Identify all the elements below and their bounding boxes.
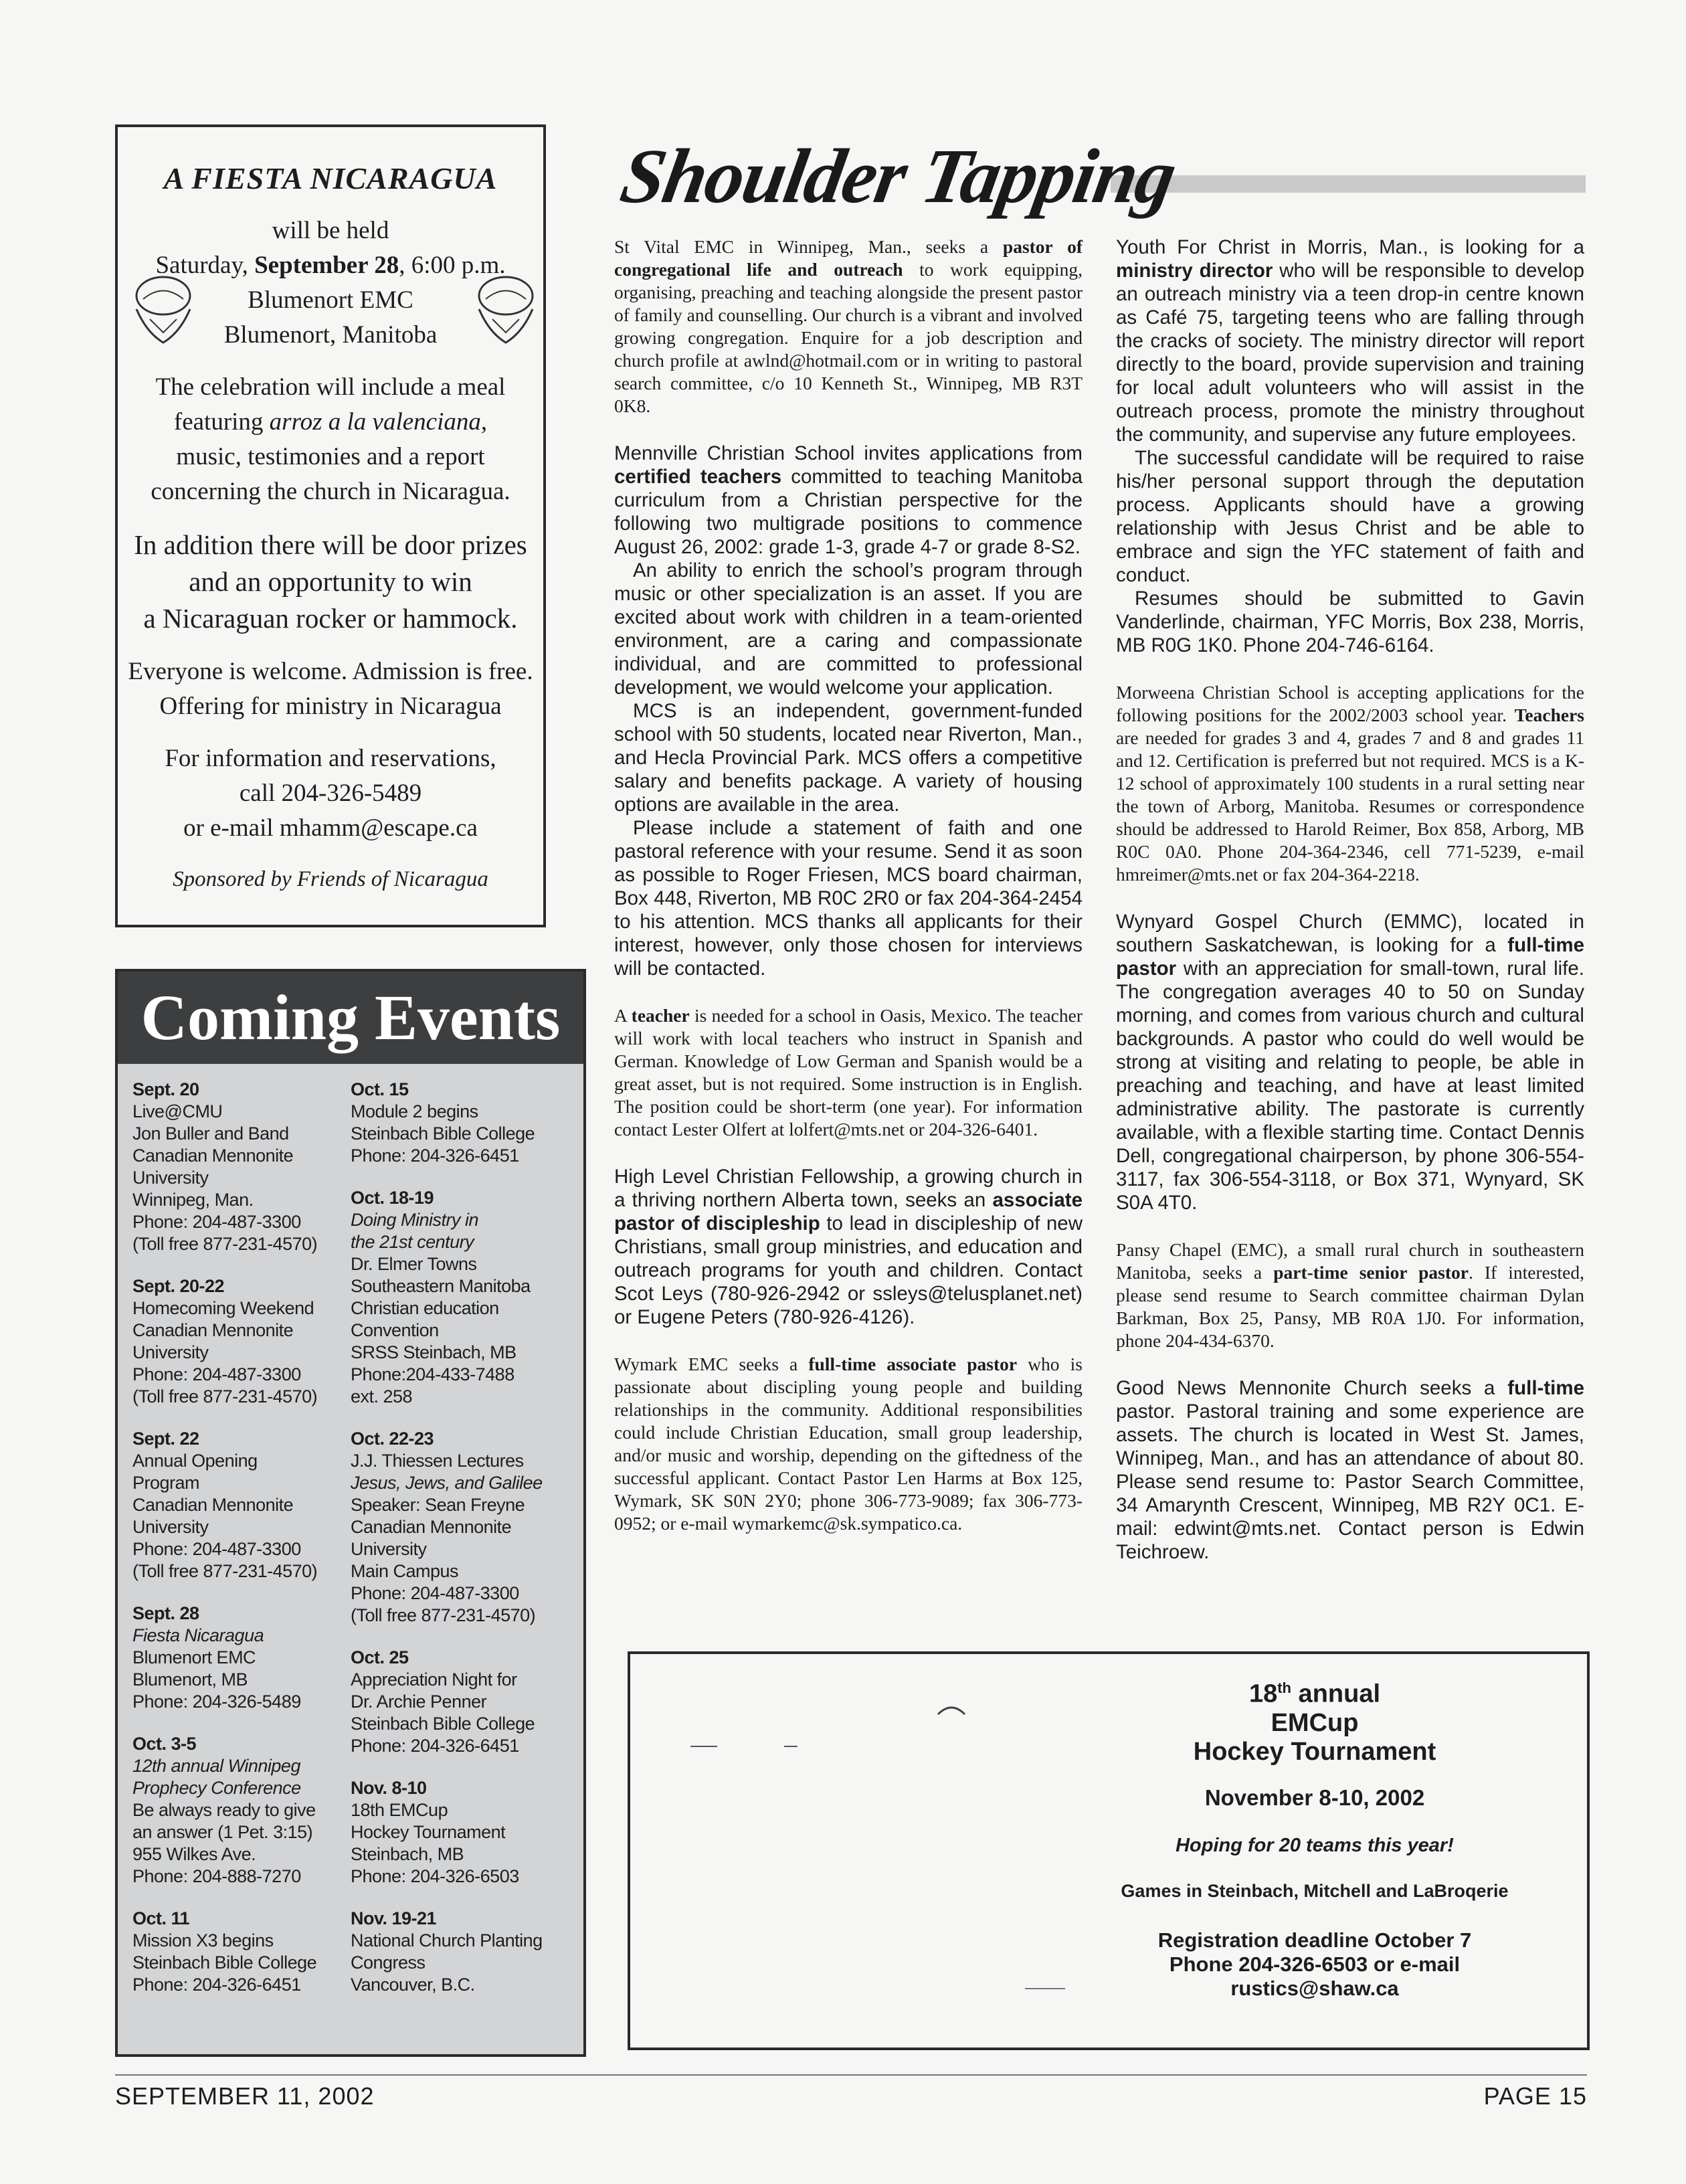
event-line: ext. 258: [351, 1386, 413, 1406]
event-line: Doing Ministry in: [351, 1210, 479, 1230]
event-line: Live@CMU: [132, 1101, 223, 1121]
event-item: [351, 1777, 578, 1888]
event-item: [132, 1079, 353, 1255]
fiesta-door-3: a Nicaraguan rocker or hammock.: [143, 603, 518, 634]
event-line: Mission X3 begins: [132, 1930, 274, 1950]
event-date: Sept. 28: [132, 1603, 199, 1623]
event-item: [351, 1428, 578, 1627]
ad-hockey-tournament: Hockey Tournament: [1193, 1737, 1436, 1766]
fiesta-meal-2: featuring arroz a la valenciana,: [173, 408, 488, 436]
event-line: Be always ready to give: [132, 1800, 316, 1820]
event-line: (Toll free 877-231-4570): [132, 1561, 318, 1581]
event-date: Oct. 3-5: [132, 1734, 197, 1754]
event-line: Steinbach, MB: [351, 1844, 464, 1864]
event-line: Blumenort, MB: [132, 1669, 248, 1690]
column-middle: [614, 236, 1083, 1535]
ad-emcup: EMCup: [1271, 1708, 1359, 1737]
coming-events-box: [115, 969, 586, 2057]
event-date: Nov. 8-10: [351, 1778, 427, 1798]
event-line: an answer (1 Pet. 3:15): [132, 1822, 313, 1842]
fiesta-door-2: and an opportunity to win: [189, 566, 472, 597]
event-line: Phone:204-433-7488: [351, 1364, 514, 1384]
fiesta-church: Blumenort EMC: [248, 286, 413, 314]
event-line: Homecoming Weekend: [132, 1298, 314, 1318]
event-line: Phone: 204-326-6451: [351, 1736, 519, 1756]
fiesta-held: will be held: [272, 217, 389, 244]
event-line: Dr. Elmer Towns: [351, 1254, 477, 1274]
ad-st-vital: St Vital EMC in Winnipeg, Man., seeks a pastor of congregational life and outreach to work equipping, organising, preaching and teaching alongside the present pastor of family and counselling. Our church is a vibrant and involved growing congregation. Enquire for a job description and church profile at awlnd@hotmail.com or in writing to pastoral search committee, c/o 10 Kenneth St., Winnipeg, MB R3T 0K8.: [614, 236, 1083, 416]
event-date: Oct. 25: [351, 1647, 409, 1667]
ad-hope: Hoping for 20 teams this year!: [1176, 1834, 1454, 1856]
event-line: Southeastern Manitoba: [351, 1276, 531, 1296]
event-line: Jon Buller and Band: [132, 1123, 289, 1144]
event-line: SRSS Steinbach, MB: [351, 1342, 517, 1362]
event-line: National Church Planting: [351, 1930, 543, 1950]
event-line: the 21st century: [351, 1232, 474, 1252]
event-line: (Toll free 877-231-4570): [132, 1234, 318, 1254]
event-line: Steinbach Bible College: [351, 1714, 535, 1734]
event-date: Sept. 20: [132, 1079, 199, 1099]
fiesta-door-1: In addition there will be door prizes: [134, 529, 527, 560]
ad-games: Games in Steinbach, Mitchell and LaBroqerie: [1121, 1880, 1509, 1901]
fiesta-meal-1: The celebration will include a meal: [155, 373, 506, 401]
ad-mennville-3: MCS is an independent, government-funded school with 50 students, located near Riverton, Man., and Hecla Provincial Park. MCS offers a competitive salary and benefits package. A variety of housing options are available in the area.: [614, 700, 1083, 816]
hockey-logo-icon: [650, 1694, 1079, 2002]
event-line: Program: [132, 1473, 200, 1493]
event-date: Oct. 22-23: [351, 1429, 434, 1449]
event-line: University: [132, 1517, 209, 1537]
event-date: Oct. 15: [351, 1079, 409, 1099]
ad-wynyard: Wynyard Gospel Church (EMMC), located in southern Saskatchewan, is looking for a full-time pastor with an appreciation for small-town, rural life. The congregation averages 40 to 50 on Sunday morning, and comes from various church and cultural backgrounds. A pastor who could do well would be strong at visiting and relating to people, be able in preaching and teaching, and have at least limited administrative ability. The pastorate is currently available, with a flexible starting time. Contact Dennis Dell, congregational chairperson, by phone 306-554-3117, fax 306-554-3118, or Box 371, Wynyard, SK S0A 4T0.: [1116, 911, 1584, 1214]
event-line: 12th annual Winnipeg: [132, 1756, 300, 1776]
event-line: Canadian Mennonite: [132, 1495, 294, 1515]
event-line: Phone: 204-888-7270: [132, 1866, 301, 1886]
ad-yfc-2: The successful candidate will be required to raise his/her personal support through the deputation process. Applicants should have a growing relationship with Jesus Christ and be able to embrace and sign the YFC statement of faith and conduct.: [1116, 447, 1584, 586]
event-line: Phone: 204-487-3300: [132, 1364, 301, 1384]
ad-yfc-1: Youth For Christ in Morris, Man., is looking for a ministry director who will be responsible to develop an outreach ministry via a teen drop-in centre known as Café 75, targeting teens who are falling through the cracks of society. The ministry director will report directly to the board, provide supervision and training for local adult volunteers who will assist in the outreach process, promote the ministry throughout the community, and supervise any future employees.: [1116, 236, 1584, 446]
fiesta-sponsor: Sponsored by Friends of Nicaragua: [173, 867, 488, 891]
ad-registration: Registration deadline October 7: [1157, 1928, 1472, 1952]
event-line: Phone: 204-487-3300: [132, 1212, 301, 1232]
fiesta-place: Blumenort, Manitoba: [223, 321, 438, 349]
event-line: Canadian Mennonite: [132, 1146, 294, 1166]
event-line: Phone: 204-326-6451: [351, 1146, 519, 1166]
event-line: Speaker: Sean Freyne: [351, 1495, 525, 1515]
event-date: Oct. 11: [132, 1908, 190, 1928]
event-line: Phone: 204-487-3300: [132, 1539, 301, 1559]
ad-email: rustics@shaw.ca: [1230, 1976, 1399, 2000]
column-right: [1116, 236, 1584, 1564]
ad-mennville-4: Please include a statement of faith and one pastoral reference with your resume. Send it as soon as possible to Roger Friesen, MCS board chairman, Box 448, Riverton, MB R0C 2R0 or fax 204-364-2454 to his attention. MCS thanks all applicants for their interest, however, only those chosen for interviews will be contacted.: [614, 817, 1083, 980]
event-line: Fiesta Nicaragua: [132, 1625, 264, 1645]
event-item: [132, 1908, 353, 1996]
event-line: 955 Wilkes Ave.: [132, 1844, 256, 1864]
event-item: [132, 1428, 353, 1582]
event-line: Prophecy Conference: [132, 1778, 301, 1798]
event-line: 18th EMCup: [351, 1800, 448, 1820]
ad-pansy: Pansy Chapel (EMC), a small rural church in southeastern Manitoba, seeks a part-time senior pastor. If interested, please send resume to Search committee chairman Dylan Barkman, Box 25, Pansy, MB R0A 1J0. For information, phone 204-434-6370.: [1116, 1239, 1585, 1351]
fiesta-nicaragua-box: [115, 124, 546, 927]
ad-annual: 18th annual: [1248, 1679, 1381, 1708]
event-line: J.J. Thiessen Lectures: [351, 1451, 524, 1471]
ad-good-news: Good News Mennonite Church seeks a full-time pastor. Pastoral training and some experience are assets. The church is located in West St. James, Winnipeg, Man., and has an attendance of about 80. Please send resume to: Pastor Search Committee, 34 Amarynth Crescent, Winnipeg, MB R2Y 0C1. E-mail: edwint@mts.net. Contact person is Edwin Teichroew.: [1116, 1377, 1584, 1563]
fiesta-title: A FIESTA NICARAGUA: [163, 161, 498, 195]
event-line: Phone: 204-487-3300: [351, 1583, 519, 1603]
event-item: [132, 1733, 353, 1888]
event-line: Congress: [351, 1952, 426, 1973]
ad-wymark: Wymark EMC seeks a full-time associate pastor who is passionate about discipling young people and building relationships in the community. Additional responsibilities could include Christian Education, small group leadership, and/or music and worship, depending on the giftedness of the successful applicant. Contact Pastor Len Harms at Box 125, Wymark, SK S0N 2Y0; phone 306-773-9089; fax 306-773-0952; or e-mail wymarkemc@sk.sympatico.ca.: [614, 1354, 1083, 1534]
footer-page-number: PAGE 15: [1483, 2082, 1587, 2110]
fiesta-meal-4: concerning the church in Nicaragua.: [151, 478, 510, 505]
event-item: [351, 1908, 578, 1996]
event-line: Jesus, Jews, and Galilee: [351, 1473, 543, 1493]
ad-yfc-3: Resumes should be submitted to Gavin Vanderlinde, chairman, YFC Morris, Box 238, Morris, MB R0G 1K0. Phone 204-746-6164.: [1116, 587, 1584, 656]
event-item: [132, 1603, 353, 1713]
nicaragua-crest-right-icon: [472, 269, 539, 353]
event-line: Appreciation Night for: [351, 1669, 517, 1690]
event-line: Christian education: [351, 1298, 499, 1318]
fiesta-info-3: or e-mail mhamm@escape.ca: [183, 814, 478, 842]
event-date: Sept. 20-22: [132, 1276, 225, 1296]
ad-mennville-1: Mennville Christian School invites applications from certified teachers committed to teaching Manitoba curriculum from a Christian perspective for the following two multigrade positions to commence August 26, 2002: grade 1-3, grade 4-7 or grade 8-S2.: [614, 442, 1083, 558]
event-line: University: [132, 1342, 209, 1362]
event-line: Phone: 204-326-6503: [351, 1866, 519, 1886]
fiesta-welcome-2: Offering for ministry in Nicaragua: [159, 693, 502, 720]
event-item: [351, 1647, 578, 1757]
event-line: Convention: [351, 1320, 439, 1340]
event-line: University: [132, 1168, 209, 1188]
ad-high-level: High Level Christian Fellowship, a growing church in a thriving northern Alberta town, seeks an associate pastor of discipleship to lead in discipleship of new Christians, small group ministries, and education and outreach programs for youth and children. Contact Scot Leys (780-926-2942 or ssleys@telusplanet.net) or Eugene Peters (780-926-4126).: [614, 1166, 1083, 1328]
event-line: University: [351, 1539, 427, 1559]
fiesta-welcome-1: Everyone is welcome. Admission is free.: [128, 658, 533, 685]
events-right-column: [351, 1079, 578, 2016]
event-line: Blumenort EMC: [132, 1647, 256, 1667]
event-item: [351, 1187, 578, 1408]
event-item: [351, 1079, 578, 1167]
event-date: Sept. 22: [132, 1429, 199, 1449]
fiesta-info-1: For information and reservations,: [165, 745, 496, 772]
event-line: Steinbach Bible College: [351, 1123, 535, 1144]
nicaragua-crest-left-icon: [130, 269, 197, 353]
event-line: Winnipeg, Man.: [132, 1190, 254, 1210]
event-line: Main Campus: [351, 1561, 459, 1581]
fiesta-meal-3: music, testimonies and a report: [176, 443, 485, 470]
event-line: (Toll free 877-231-4570): [132, 1386, 318, 1406]
footer-date: SEPTEMBER 11, 2002: [115, 2082, 375, 2110]
event-date: Oct. 18-19: [351, 1188, 434, 1208]
ad-morweena: Morweena Christian School is accepting applications for the following positions for the 2002/2003 school year. Teachers are needed for grades 3 and 4, grades 7 and 8 and grades 11 and 12. Certification is preferred but not required. MCS is a K-12 school of approximately 100 students in a rural setting near the town of Arborg, Manitoba. Resumes or correspondence should be addressed to Harold Reimer, Box 858, Arborg, MB R0C 0A0. Phone 204-364-2346, cell 771-5239, e-mail hmreimer@mts.net or fax 204-364-2218.: [1116, 682, 1584, 885]
event-line: Module 2 begins: [351, 1101, 478, 1121]
fiesta-info-2: call 204-326-5489: [239, 780, 422, 807]
event-line: Canadian Mennonite: [351, 1517, 512, 1537]
fiesta-date: Saturday, September 28, 6:00 p.m.: [155, 252, 506, 279]
event-line: Canadian Mennonite: [132, 1320, 294, 1340]
events-left-column: [132, 1079, 353, 2016]
coming-events-title: Coming Events: [118, 972, 583, 1064]
shoulder-tapping-heading: Shoulder Tapping: [614, 134, 1182, 219]
event-line: Steinbach Bible College: [132, 1952, 317, 1973]
ad-phone: Phone 204-326-6503 or e-mail: [1169, 1952, 1461, 1976]
footer-rule: [115, 2074, 1587, 2076]
ad-dates: November 8-10, 2002: [1204, 1785, 1425, 1810]
event-item: [132, 1275, 353, 1408]
event-line: Hockey Tournament: [351, 1822, 506, 1842]
event-line: Annual Opening: [132, 1451, 258, 1471]
event-line: Vancouver, B.C.: [351, 1975, 475, 1995]
event-line: Phone: 204-326-6451: [132, 1975, 301, 1995]
ad-teacher-mexico: A teacher is needed for a school in Oasis, Mexico. The teacher will work with local teachers who instruct in Spanish and German. Knowledge of Low German and Spanish would be a great asset, but is not required. Some instruction is in English. The position could be short-term (one year). For information contact Lester Olfert at lolfert@mts.net or 204-326-6401.: [614, 1005, 1083, 1140]
event-line: (Toll free 877-231-4570): [351, 1605, 536, 1625]
heading-rule: [1111, 175, 1586, 193]
ad-mennville-2: An ability to enrich the school’s program through music or other specialization is an asset. If you are excited about work with children in a team-oriented environment, are a caring and compassionate individual, and are committed to professional development, we would welcome your application.: [614, 559, 1083, 699]
event-line: Dr. Archie Penner: [351, 1692, 487, 1712]
event-line: Phone: 204-326-5489: [132, 1692, 301, 1712]
hockey-ad-text: [1104, 1679, 1525, 2001]
event-date: Nov. 19-21: [351, 1908, 437, 1928]
